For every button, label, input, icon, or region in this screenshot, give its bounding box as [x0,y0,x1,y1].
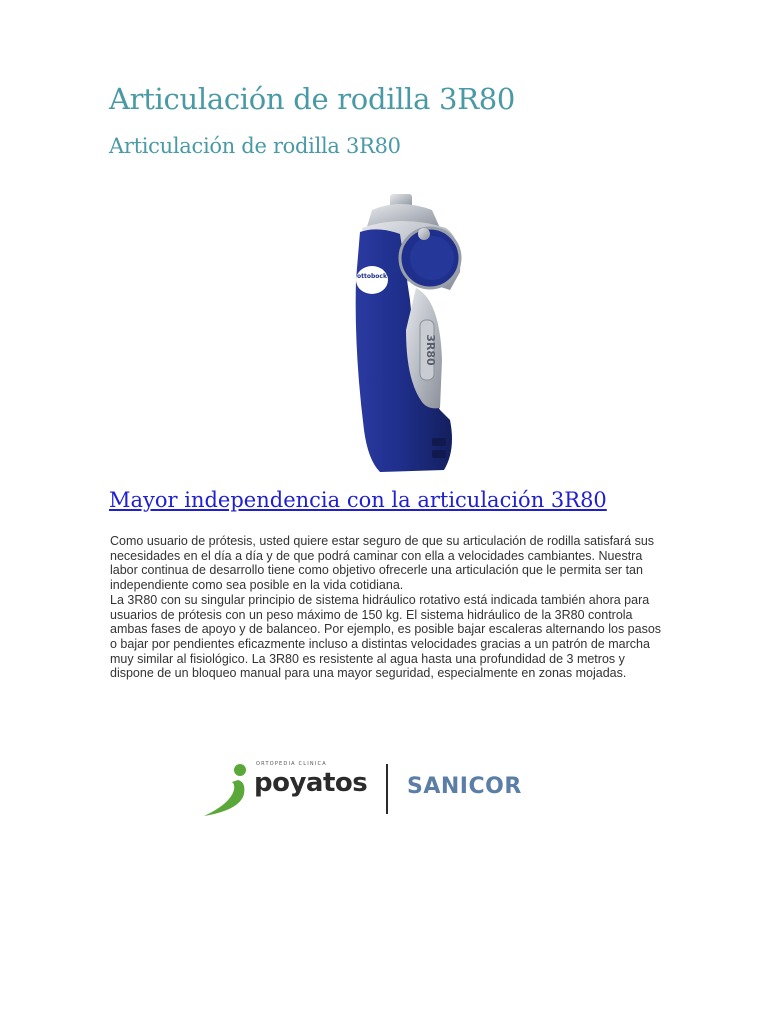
sanicor-logo-text: SANICOR [407,774,522,799]
product-image [110,180,710,480]
logo-divider [386,764,388,814]
section-heading-link[interactable]: Mayor independencia con la articulación 3R80 [109,488,607,512]
page-title: Articulación de rodilla 3R80 [109,82,516,116]
footer-logos [200,758,560,822]
prosthetic-knee-icon [356,194,461,472]
body-text [110,534,670,681]
paragraph: Como usuario de prótesis, usted quiere estar seguro de que su articulación de rodilla satisfará sus necesidades en el día a día y de que podrá caminar con ella a velocidades cambiantes. Nuestra labor continua de desarrollo tiene como objetivo ofrecerle una articulación que le permita ser tan independiente como sea posible en la vida cotidiana. [110,534,655,593]
model-label: 3R80 [424,334,437,366]
poyatos-logo-icon [200,760,256,822]
brand-label: ottobock [357,273,387,280]
poyatos-tagline: ORTOPEDIA CLINICA [256,761,327,767]
paragraph: La 3R80 con su singular principio de sistema hidráulico rotativo está indicada también ahora para usuarios de prótesis con un peso máximo de 150 kg. El sistema hidráulico de la 3R80 controla ambas fases de apoyo y de balanceo. Por ejemplo, es posible bajar escaleras alternando los pasos o bajar por pendientes eficazmente incluso a distintas velocidades gracias a un patrón de marcha muy similar al fisiológico. La 3R80 es resistente al agua hasta una profundidad de 3 metros y dispone de un bloqueo manual para una mayor seguridad, especialmente en zonas mojadas. [110,592,662,681]
poyatos-logo-text: poyatos [254,768,368,798]
page-subtitle: Articulación de rodilla 3R80 [109,134,401,158]
